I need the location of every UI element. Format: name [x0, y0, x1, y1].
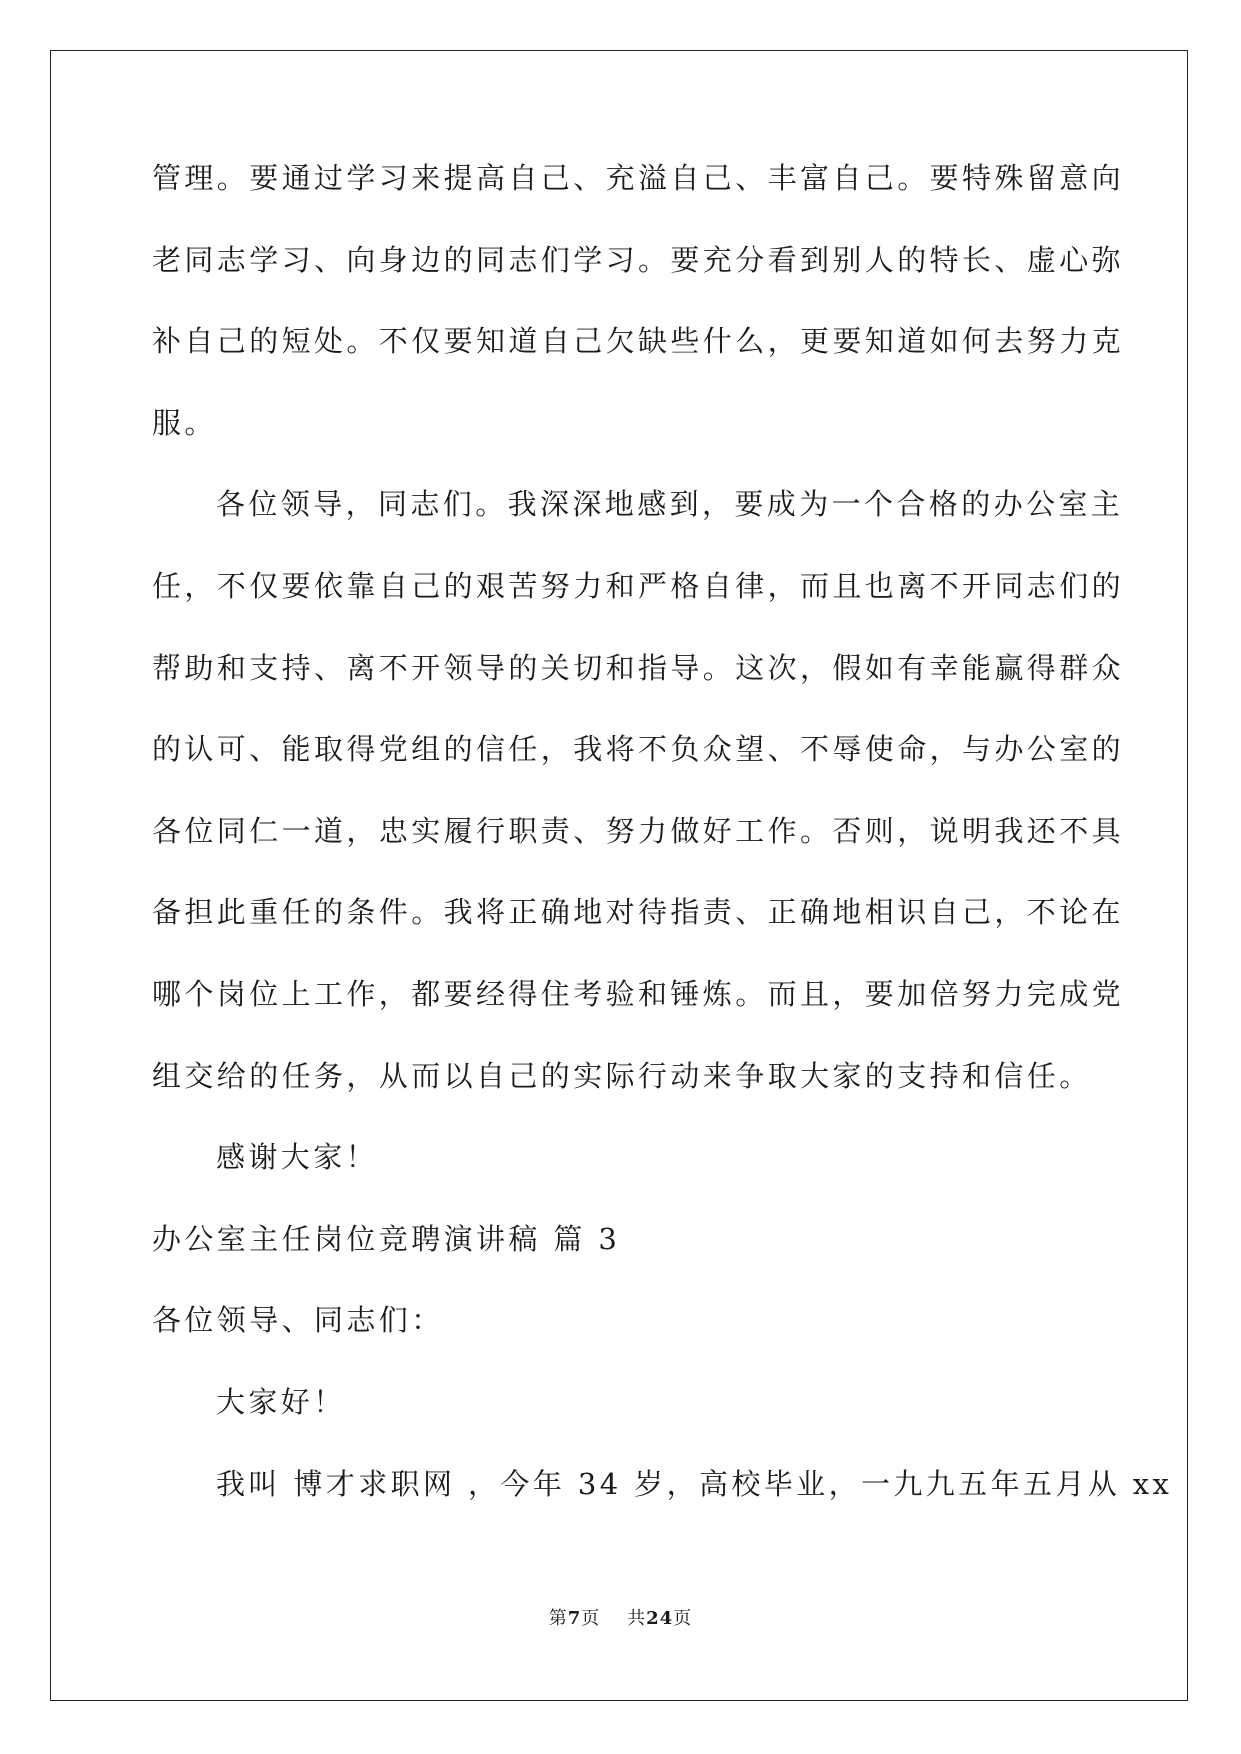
- total-prefix: 共: [627, 1608, 647, 1629]
- text-line-17: 我叫 博才求职网 ，今年 34 岁，高校毕业，一九九五年五月从 xx: [216, 1466, 1173, 1501]
- text-line-7: 帮助和支持、离不开领导的关切和指导。这次，假如有幸能赢得群众: [152, 650, 1125, 685]
- document-body: [152, 160, 1173, 1547]
- text-line-11: 哪个岗位上工作，都要经得住考验和锤炼。而且，要加倍努力完成党: [152, 976, 1125, 1011]
- text-line-9: 各位同仁一道，忠实履行职责、努力做好工作。否则，说明我还不具: [152, 813, 1125, 848]
- page-current: 7: [567, 1608, 582, 1629]
- page-unit: 页: [581, 1608, 601, 1629]
- text-line-6: 任，不仅要依靠自己的艰苦努力和严格自律，而且也离不开同志们的: [152, 568, 1125, 603]
- text-line-12: 组交给的任务，从而以自己的实际行动来争取大家的支持和信任。: [152, 1058, 1092, 1093]
- page-prefix: 第: [548, 1608, 568, 1629]
- text-line-5: 各位领导，同志们。我深深地感到，要成为一个合格的办公室主: [216, 487, 1124, 522]
- text-line-2: 老同志学习、向身边的同志们学习。要充分看到别人的特长、虚心弥: [152, 242, 1125, 277]
- greeting: 大家好！: [216, 1384, 346, 1419]
- page-total: 24: [646, 1608, 674, 1629]
- total-unit: 页: [673, 1608, 693, 1629]
- section-heading: 办公室主任岗位竞聘演讲稿 篇 3: [152, 1221, 621, 1256]
- text-line-4: 服。: [152, 405, 217, 440]
- salutation: 各位领导、同志们：: [152, 1303, 444, 1338]
- text-line-13: 感谢大家！: [216, 1140, 379, 1175]
- text-line-1: 管理。要通过学习来提高自己、充溢自己、丰富自己。要特殊留意向: [152, 161, 1125, 195]
- text-line-10: 备担此重任的条件。我将正确地对待指责、正确地相识自己，不论在: [152, 895, 1125, 930]
- text-line-8: 的认可、能取得党组的信任，我将不负众望、不辱使命，与办公室的: [152, 732, 1125, 767]
- text-line-3: 补自己的短处。不仅要知道自己欠缺些什么，更要知道如何去努力克: [152, 324, 1125, 359]
- page-footer: [0, 1604, 1241, 1630]
